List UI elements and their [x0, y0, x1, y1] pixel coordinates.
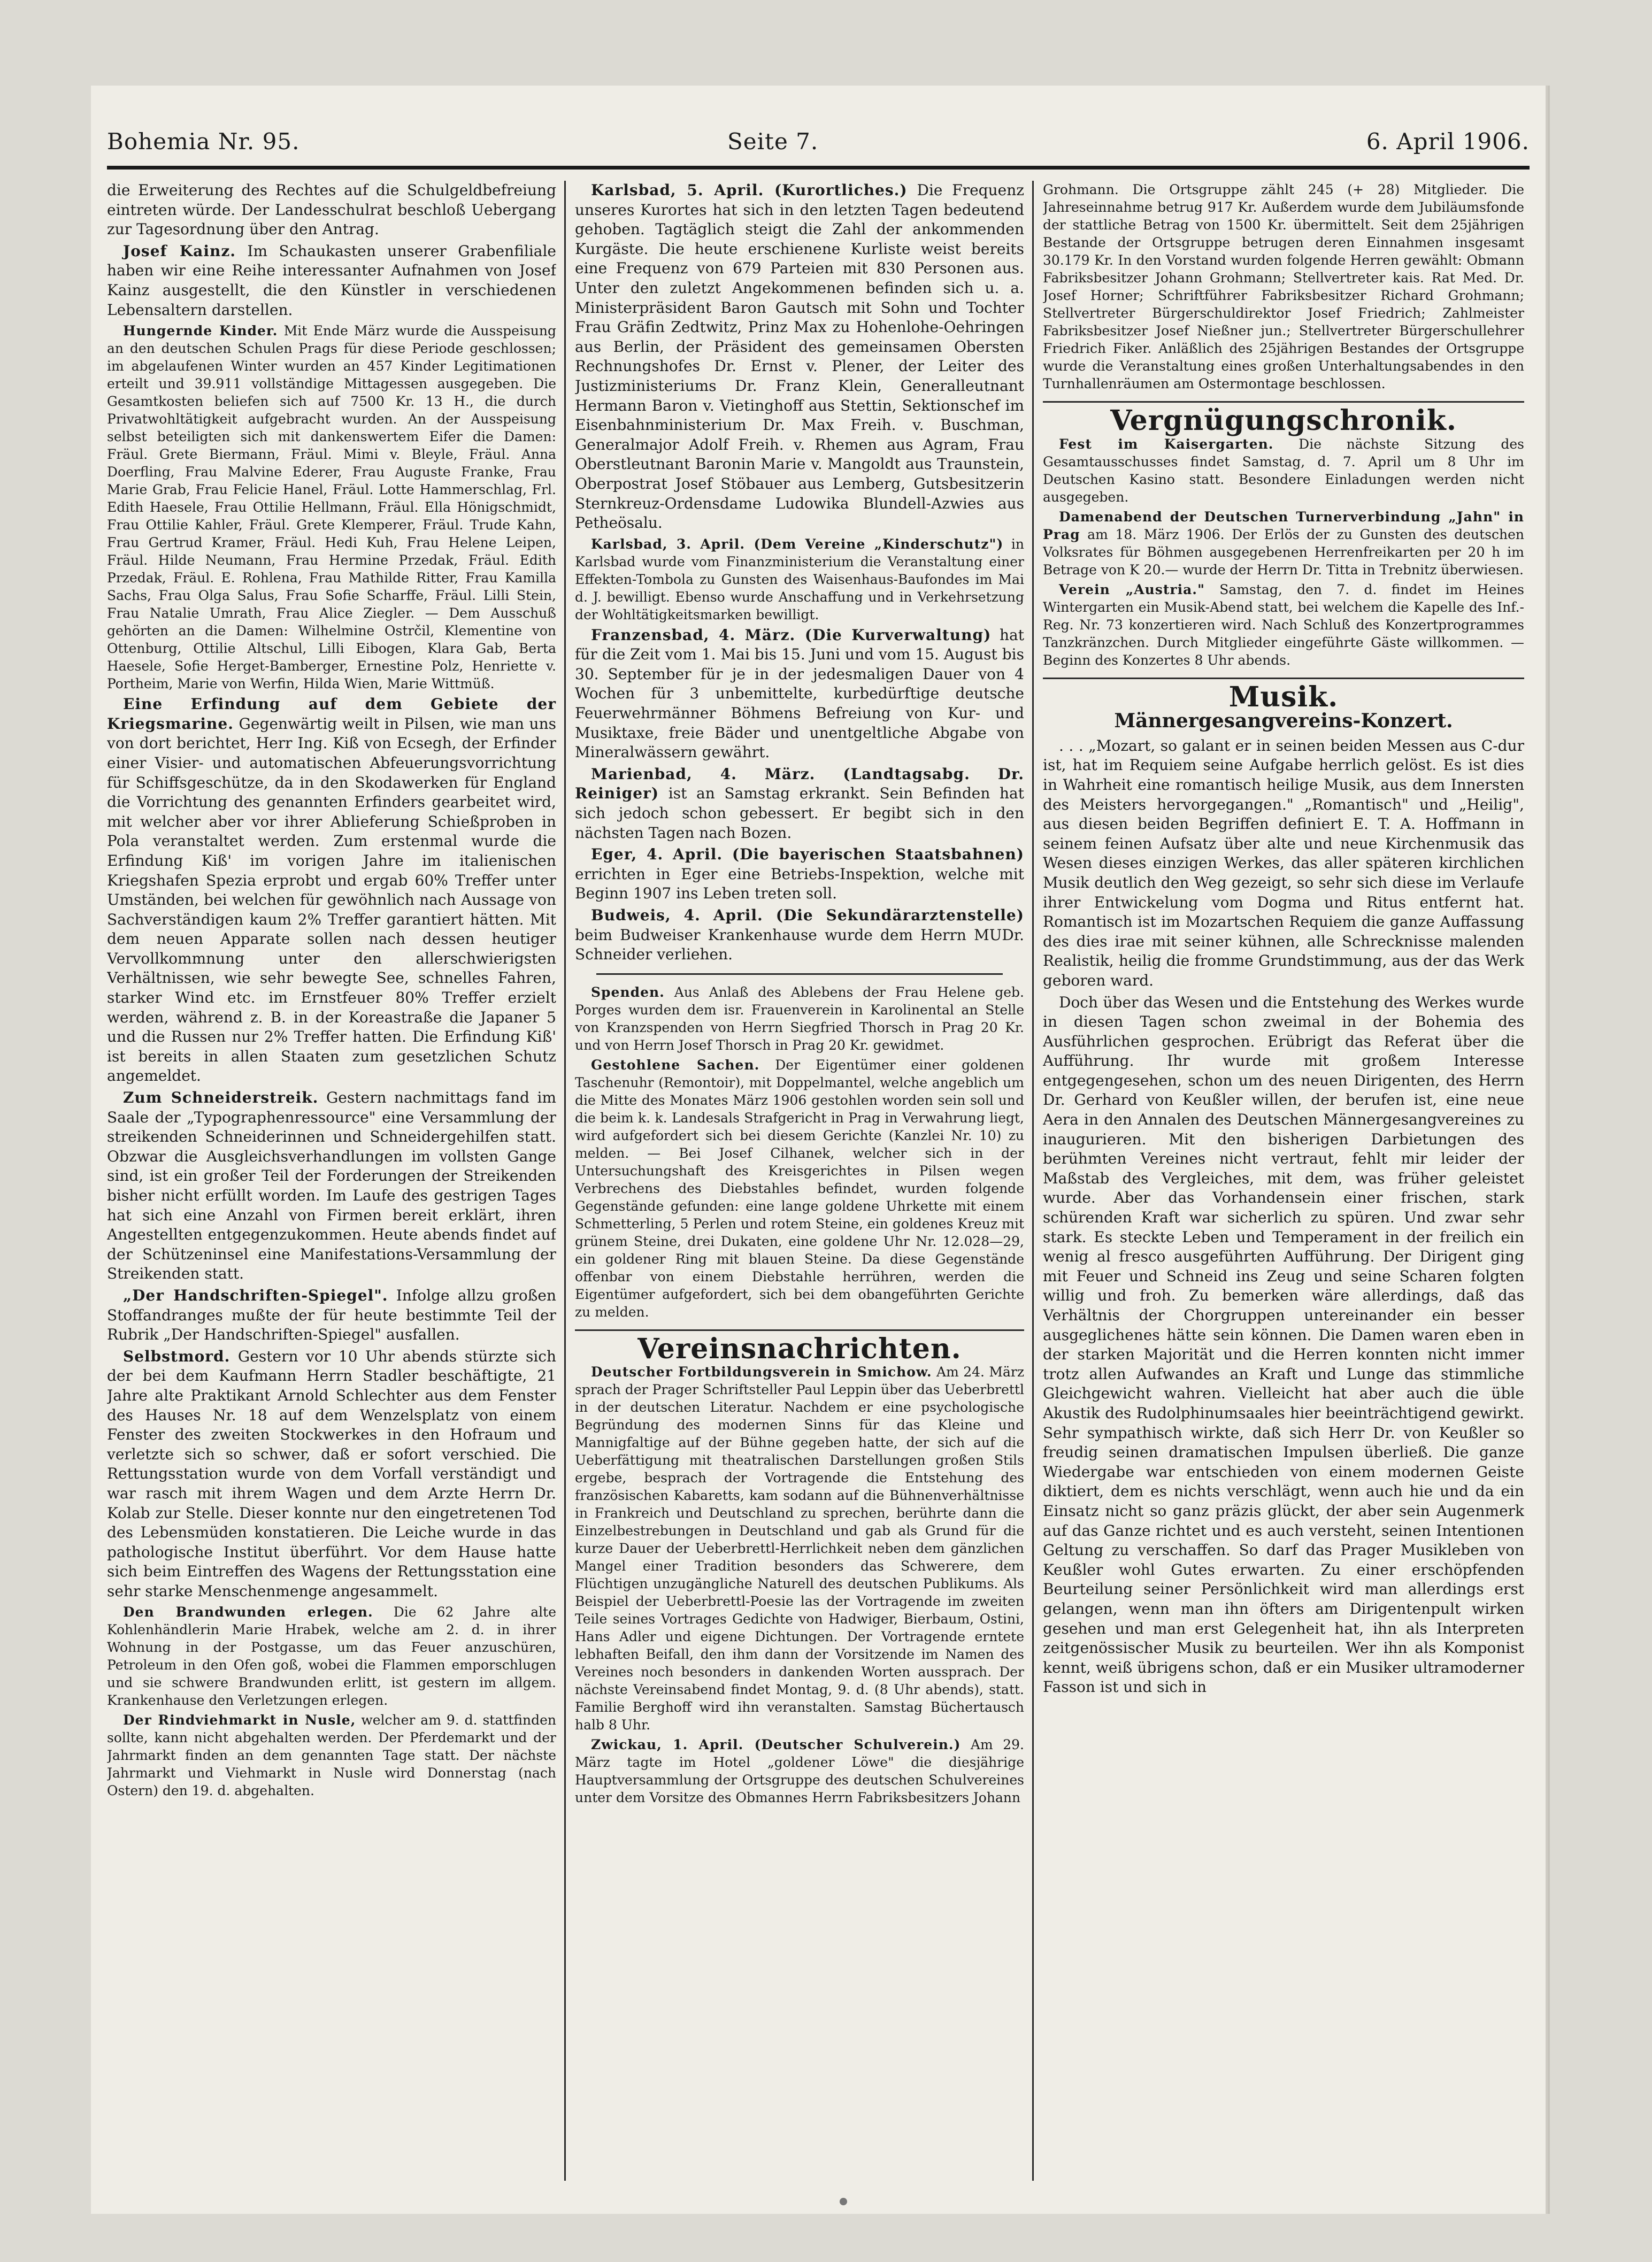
- article-body: Samstag, den 7. d. findet im Heines Wintergarten ein Musik-Abend statt, bei welchem die Kapelle des Inf.-Reg. Nr. 73 konzertieren wird. Nach Schluß des Konzertprogrammes Tanzkränzchen. Durch Mitglieder eingeführte Gäste willkommen. — Beginn des Konzertes 8 Uhr abends.: [1043, 581, 1524, 668]
- article-body: Der Eigentümer einer goldenen Taschenuhr (Remontoir), mit Doppelmantel, welche angeblich um die Mitte des Monates März 1906 gestohlen worden sein soll und die beim k. k. Landesals Strafgericht in Prag in Verwahrung liegt, wird aufgefordert sich bei diesem Gerichte (Kanzlei Nr. 10) zu melden. — Bei Josef Cilhanek, welcher sich in der Untersuchungshaft des Kreisgerichtes in Pilsen wegen Verbrechens des Diebstahles befindet, wurden folgende Gegenstände gefunden: eine lange goldene Uhrkette mit einem Schmetterling, 5 Perlen und rotem Steine, ein goldenes Kreuz mit grünem Steine, drei Dukaten, eine goldene Uhr Nr. 12.028—29, ein goldener Ring mit blauen Steine. Da diese Gegenstände offenbar von einem Diebstahle herrühren, werden die Eigentümer aufgefordert, sich bei dem obangeführten Gerichte zu melden.: [575, 1057, 1024, 1320]
- article-hungernde-kinder: [107, 322, 556, 693]
- article-heading: Fest im Kaisergarten.: [1059, 436, 1274, 452]
- column-2: [575, 181, 1024, 2191]
- article-selbstmord: [107, 1347, 556, 1602]
- article-body: errichten in Eger eine Betriebs-Inspektion, welche mit Beginn 1907 ins Leben treten soll.: [575, 865, 1024, 903]
- article-body: am 18. März 1906. Der Erlös der zu Gunsten des deutschen Volksrates für Böhmen ausgegebenen Herrenfreikarten per 20 h im Betrage von K 20.— wurde der Herrn Dr. Titta in Trebnitz überwiesen.: [1043, 526, 1524, 578]
- article-spenden: [575, 983, 1024, 1054]
- section-divider: [575, 1329, 1024, 1331]
- section-divider: [596, 973, 1003, 975]
- article-heading: Gestohlene Sachen.: [591, 1057, 760, 1073]
- masthead: [107, 128, 1530, 166]
- article-body: hat für die Zeit vom 1. Mai bis 15. Juni und vom 15. August bis 30. September für je in der jedesmaligen Dauer von 4 Wochen für 3 unbemittelte, kurbedürftige deutsche Feuerwehrmänner Böhmens Befreiung von Kur- und Musiktaxe, freie Bäder und unentgeltliche Abgabe von Mineralwässern gewährt.: [575, 626, 1024, 761]
- article-body: welcher am 9. d. stattfinden sollte, kann nicht abgehalten werden. Der Pferdemarkt und der Jahrmarkt finden an dem genannten Tage statt. Der nächste Jahrmarkt und Viehmarkt in Nusle wird Donnerstag (nach Ostern) den 19. d. abgehalten.: [107, 1712, 556, 1799]
- section-title-vergnuegungschronik: Vergnügungschronik.: [1110, 404, 1457, 437]
- article-konzert-body: Doch über das Wesen und die Entstehung des Werkes wurde in diesen Tagen schon zweimal in der Bohemia des Ausführlichen gesprochen. Erübrigt das Referat über die Aufführung. Ihr wurde mit großem Interesse entgegengesehen, schon um des neuen Dirigenten, des Herrn Dr. Gerhard von Keußler willen, der berufen ist, eine neue Aera in den Annalen des Deutschen Männergesangvereines zu inaugurieren. Mit den bisherigen Darbietungen des berühmten Vereines nicht vertraut, fehlt mir leider der Maßstab des Vergleiches, mit dem, was früher geleistet wurde. Aber das Vorhandensein einer frischen, stark schürenden Kraft war sicherlich zu spüren. Und zwar sehr stark. Es steckte Leben und Temperament in der freilich ein wenig al fresco ausgeführten Aufführung. Der Dirigent ging mit Feuer und Schneid ins Zeug und seine Scharen folgten willig und froh. Zu bemerken wäre allerdings, daß das Verhältnis der Chorgruppen untereinander ein besser ausgeglichenes hätte sein können. Die Damen waren eben in der starken Majorität und die Herren konnten nicht immer trotz allen Aufwandes an Kraft und Lunge das stimmliche Gleichgewicht wahren. Vielleicht hat aber auch die üble Akustik des Rudolphinumsaales hier beeinträchtigend gewirkt. Sehr sympathisch wirkte, daß sich Herr Dr. von Keußler so freudig seinen dramatischen Impulsen überließ. Die ganze Wiedergabe war entschieden von einem modernen Geiste diktiert, dem es nichts verschlägt, wenn auch hie und da ein Einsatz nicht so ganz präzis glückt, der aber sein Augenmerk auf das Ganze richtet und es auch versteht, seinen Intentionen Geltung zu verschaffen. So darf das Prager Musikleben von Keußler wohl Gutes erwarten. Zu einer erschöpfenden Beurteilung seiner Persönlichkeit wird man allerdings erst gelangen, wenn man ihn öfters am Dirigentenpult wirken gesehen und man erst Gelegenheit hat, ihn als Interpreten zeitgenössischer Musik zu beurteilen. Wer ihn als Komponist kennt, weiß übrigens schon, daß er ein Musiker ultramoderner Fasson ist und sich in: [1043, 993, 1524, 1696]
- section-title-vereinsnachrichten: Vereinsnachrichten.: [637, 1332, 962, 1365]
- article-body: beim Budweiser Krankenhause wurde dem Herrn MUDr. Schneider verliehen.: [575, 926, 1024, 964]
- column-3: [1043, 181, 1524, 2191]
- article-brandwunden: [107, 1603, 556, 1709]
- masthead-date: 6. April 1906.: [1366, 128, 1530, 155]
- column-divider: [564, 181, 566, 2181]
- article-heading: Zum Schneiderstreik.: [123, 1089, 319, 1107]
- article-franzensbad: [575, 626, 1024, 763]
- article-body: Infolge allzu großen Stoffandranges mußte der für heute bestimmte Teil der Rubrik „Der Handschriften-Spiegel" ausfallen.: [107, 1286, 556, 1344]
- section-divider: [1043, 678, 1524, 679]
- article-verein-austria: [1043, 581, 1524, 669]
- article-heading: Josef Kainz.: [123, 242, 236, 260]
- article-marienbad: [575, 765, 1024, 843]
- article-gestohlene-sachen: [575, 1056, 1024, 1321]
- section-divider: [1043, 401, 1524, 403]
- article-body: Gestern vor 10 Uhr abends stürzte sich der bei dem Kaufmann Herrn Stadler beschäftigte, 21 Jahre alte Praktikant Arnold Schlechter aus dem Fenster des Hauses Nr. 18 auf dem Wenzelsplatz von einem Fenster des zweiten Stockwerkes in den Hofraum und verletzte sich so schwer, daß er sofort verschied. Die Rettungsstation wurde von dem Vorfall verständigt und war rasch mit ihrem Wagen und dem Arzte Herrn Dr. Kolab zur Stelle. Dieser konnte nur den eingetretenen Tod des Lebensmüden konstatieren. Die Leiche wurde in das pathologische Institut überführt. Vor dem Hause hatte sich beim Eintreffen des Wagens der Rettungsstation eine sehr starke Menschenmenge angesammelt.: [107, 1347, 556, 1600]
- article-heading: Eger, 4. April. (Die bayerischen Staatsbahnen): [591, 845, 1024, 864]
- article-heading: Karlsbad, 3. April. (Dem Vereine „Kinderschutz"): [591, 536, 1004, 552]
- article-heading: Marienbad, 4. März. (Landtagsabg. Dr. Reiniger): [575, 765, 1024, 803]
- article-text: die Erweiterung des Rechtes auf die Schulgeldbefreiung eintreten würde. Der Landesschulrat beschloß Uebergang zur Tagesordnung über den Antrag.: [107, 181, 556, 238]
- article-title-konzert: Männergesangvereins-Konzert.: [1114, 710, 1453, 733]
- article-heading: Deutscher Fortbildungsverein in Smichow.: [591, 1364, 932, 1380]
- article-kriegsmarine: [107, 695, 556, 1086]
- article-damenabend: [1043, 508, 1524, 579]
- article-heading: Spenden.: [591, 984, 665, 1000]
- column-divider: [1032, 181, 1034, 2181]
- article-eger: [575, 845, 1024, 904]
- page-blemish: [840, 2198, 847, 2205]
- newspaper-page: [91, 86, 1546, 2214]
- article-body: Im Schaukasten unserer Grabenfiliale haben wir eine Reihe interessanter Aufnahmen von Josef Kainz ausgestellt, die den Künstler in verschiedenen Lebensaltern darstellen.: [107, 242, 556, 319]
- article-heading: Den Brandwunden erlegen.: [123, 1604, 373, 1620]
- article-body: Gestern nachmittags fand im Saale der „Typographenressource" eine Versammlung der streikenden Schneiderinnen und Schneidergehilfen statt. Obzwar die Ausgleichsverhandlungen im vollsten Gange sind, ist ein großer Teil der Forderungen der Streikenden bisher nicht erfüllt worden. Im Laufe des gestrigen Tages hat sich eine Anzahl von Firmen bereit erklärt, ihren Angestellten entgegenzukommen. Heute abends findet auf der Schützeninsel eine Manifestations-Versammlung der Streikenden statt.: [107, 1089, 556, 1283]
- article-kainz: [107, 242, 556, 320]
- masthead-issue: Bohemia Nr. 95.: [107, 128, 300, 155]
- article-body: Am 24. März sprach der Prager Schriftsteller Paul Leppin über das Ueberbrettl in der deutschen Literatur. Nachdem er eine psychologische Begründung des modernen Sinns für das Kleine und Mannigfaltige auf der Bühne gegeben hatte, der sich auf die Ueberfättigung mit theatralischen Darstellungen großen Stils ergebe, besprach der Vortragende die Entstehung des französischen Kabaretts, kam sodann auf die Bühnenverhältnisse in Frankreich und Deutschland zu sprechen, berührte dann die Einzelbestrebungen in Deutschland und gab als Grund für die kurze Dauer der Ueberbrettl-Herrlichkeit neben dem gänzlichen Mangel einer Tradition besonders das Schwerere, dem Flüchtigen unzugängliche Naturell des deutschen Publikums. Als Beispiel der Ueberbrettl-Poesie las der Vortragende im zweiten Teile seines Vortrages Gedichte von Hadwiger, Bierbaum, Ostini, Hans Adler und eigene Dichtungen. Der Vortragende erntete lebhaften Beifall, den ihm dann der Vorsitzende im Namen des Vereines noch besonders in dankenden Worten aussprach. Der nächste Vereinsabend findet Montag, 9. d. (8 Uhr abends), statt. Familie Berghoff wird ihn veranstalten. Samstag Büchertausch halb 8 Uhr.: [575, 1364, 1024, 1733]
- article-karlsbad-kur: [575, 181, 1024, 533]
- article-heading: Der Rindviehmarkt in Nusle,: [123, 1712, 356, 1728]
- article-rindviehmarkt: [107, 1711, 556, 1799]
- masthead-rule: [107, 166, 1530, 170]
- article-heading: Eine Erfindung auf dem Gebiete der Kriegsmarine.: [107, 695, 556, 733]
- article-kaisergarten: [1043, 435, 1524, 506]
- article-body: Gegenwärtig weilt in Pilsen, wie man uns von dort berichtet, Herr Ing. Kiß von Ecsegh, der Erfinder einer Visier- und automatischen Abfeuerungsvorrichtung für Schiffsgeschütze, da in den Skodawerken für England die Vorrichtung des genannten Erfinders gearbeitet wird, mit welcher aber vor ihrer Ablieferung Schießproben in Pola veranstaltet werden. Zum erstenmal wurde die Erfindung Kiß' im vorigen Jahre im italienischen Kriegshafen Spezia erprobt und ergab 60% Treffer unter Umständen, bei welchen für gewöhnlich nach Aussage von Sachverständigen kaum 2% Treffer garantiert hätten. Mit dem neuen Apparate sollen nach dessen heutiger Vervollkommnung unter den allerschwierigsten Verhältnissen, wie sehr bewegte See, schnelles Fahren, starker Wind etc. im Ernstfeuer 80% Treffer erzielt werden, während z. B. in der Koreastraße die Japaner 5 und die Russen nur 2% Treffer hatten. Die Erfindung Kiß' ist bereits in allen Staaten zum gesetzlichen Schutz angemeldet.: [107, 714, 556, 1085]
- article-zwickau: [575, 1736, 1024, 1806]
- article-budweis: [575, 906, 1024, 965]
- article-body: Mit Ende März wurde die Ausspeisung an den deutschen Schulen Prags für diese Periode geschlossen; im abgelaufenen Winter wurden an 457 Kinder Legitimationen erteilt und 39.911 vollständige Mittagessen ausgegeben. Die Gesamtkosten beliefen sich auf 7500 Kr. 13 H., die durch Privatwohltätigkeit aufgebracht wurden. An der Ausspeisung selbst beteiligten sich mit dankenswertem Eifer die Damen: Fräul. Grete Biermann, Fräul. Mimi v. Bleyle, Fräul. Anna Doerfling, Frau Malvine Ederer, Frau Auguste Franke, Frau Marie Grab, Frau Felicie Hanel, Fräul. Lotte Hammerschlag, Frl. Edith Haesele, Frau Ottilie Hellmann, Fräul. Ella Hönigschmidt, Frau Ottilie Kahler, Fräul. Grete Klemperer, Fräul. Trude Kahn, Frau Gertrud Kramer, Fräul. Hedi Kuh, Frau Helene Leipen, Fräul. Hilde Neumann, Frau Hermine Przedak, Fräul. Edith Przedak, Fräul. E. Rohlena, Frau Mathilde Ritter, Frau Kamilla Sachs, Frau Olga Salus, Frau Sofie Scharffe, Fräul. Lilli Stein, Frau Natalie Umrath, Frau Alice Ziegler. — Dem Ausschuß gehörten an die Damen: Wilhelmine Ostrčil, Klementine von Ottenburg, Ottilie Altschul, Lilli Eibogen, Klara Gab, Berta Haesele, Sofie Herget-Bamberger, Ernestine Polz, Henriette v. Portheim, Marie von Werfin, Hilda Wien, Marie Wittmüß.: [107, 323, 556, 692]
- article-heading: Damenabend der Deutschen Turnerverbindung „Jahn" in Prag: [1043, 509, 1524, 542]
- article-handschriften: [107, 1286, 556, 1345]
- column-1: [107, 181, 556, 2191]
- article-body: Die nächste Sitzung des Gesamtausschusses findet Samstag, d. 7. April um 8 Uhr im Deutschen Kasino statt. Besondere Einladungen werden nicht ausgegeben.: [1043, 436, 1524, 505]
- article-body: Die 62 Jahre alte Kohlenhändlerin Marie Hrabek, welche am 2. d. in ihrer Wohnung in der Postgasse, um das Feuer anzuschüren, Petroleum in den Ofen goß, wobei die Flammen emporschlugen und sie schwere Brandwunden erlitt, ist gestern im allgem. Krankenhause den Verletzungen erlegen.: [107, 1604, 556, 1709]
- article-heading: Verein „Austria.": [1059, 581, 1205, 597]
- section-title-musik: Musik.: [1228, 680, 1339, 713]
- article-heading: Franzensbad, 4. März. (Die Kurverwaltung): [591, 626, 992, 644]
- article-body: Die Frequenz unseres Kurortes hat sich in den letzten Tagen bedeutend gehoben. Tagtäglich steigt die Zahl der ankommenden Kurgäste. Die heute erschienene Kurliste weist bereits eine Frequenz von 679 Parteien mit 830 Personen aus. Unter den zuletzt Angekommenen befinden sich u. a. Ministerpräsident Baron Gautsch mit Sohn und Tochter Frau Gräfin Zedtwitz, Prinz Max zu Hohenlohe-Oehringen aus Berlin, der Präsident des gemeinsamen Obersten Rechnungshofes Dr. Ernst v. Plener, der Leiter des Justizministeriums Dr. Franz Klein, Generalleutnant Hermann Baron v. Vietinghoff aus Stettin, Sektionschef im Eisenbahnministerium Dr. Max Freih. v. Buschman, Generalmajor Adolf Freih. v. Rhemen aus Agram, Frau Oberstleutnant Baronin Marie v. Mangoldt aus Traunstein, Oberpostrat Josef Stöbauer aus Lemberg, Gutsbesitzerin Sternkreuz-Ordensdame Ludowika Blundell-Azwies aus Petheösalu.: [575, 181, 1024, 532]
- article-body: Am 29. März tagte im Hotel „goldener Löwe" die diesjährige Hauptversammlung der Ortsgruppe des deutschen Schulvereines unter dem Vorsitze des Obmannes Herrn Fabriksbesitzers Johann: [575, 1737, 1024, 1806]
- article-heading: Karlsbad, 5. April. (Kurortliches.): [591, 181, 908, 199]
- article-heading: Zwickau, 1. April. (Deutscher Schulverein.): [591, 1737, 961, 1753]
- masthead-page-number: Seite 7.: [727, 128, 819, 155]
- article-schneiderstreik: [107, 1088, 556, 1284]
- article-heading: Selbstmord.: [123, 1347, 230, 1365]
- article-heading: Hungernde Kinder.: [123, 323, 278, 339]
- article-body: in Karlsbad wurde vom Finanzministerium die Veranstaltung einer Effekten-Tombola zu Gunsten des Waisenhaus-Baufondes im Mai d. J. bewilligt. Ebenso wurde Anschaffung und in Verkehrsetzung der Wohltätigkeitsmarken bewilligt.: [575, 536, 1024, 622]
- article-heading: Budweis, 4. April. (Die Sekundärarztenstelle): [591, 906, 1024, 924]
- article-body: ist an Samstag erkrankt. Sein Befinden hat sich jedoch schon gebessert. Er begibt sich in den nächsten Tagen nach Bozen.: [575, 784, 1024, 842]
- article-heading: „Der Handschriften-Spiegel".: [123, 1286, 388, 1304]
- article-body: Aus Anlaß des Ablebens der Frau Helene geb. Porges wurden dem isr. Frauenverein in Karolinental an Stelle von Kranzspenden von Herrn Siegfried Thorsch in Prag 20 Kr. und von Herrn Josef Thorsch in Prag 20 Kr. gewidmet.: [575, 984, 1024, 1053]
- article-karlsbad-kinderschutz: [575, 535, 1024, 624]
- article-zwickau-continued: Grohmann. Die Ortsgruppe zählt 245 (+ 28) Mitglieder. Die Jahreseinnahme betrug 917 Kr. Außerdem wurde dem Jubiläumsfonde der stattliche Betrag von 1500 Kr. übermittelt. Seit dem 25jährigen Bestande der Ortsgruppe betrugen deren Einnahmen insgesamt 30.179 Kr. In den Vorstand wurden folgende Herren gewählt: Obmann Fabriksbesitzer Johann Grohmann; Stellvertreter kais. Rat Med. Dr. Josef Horner; Schriftführer Fabriksbesitzer Richard Grohmann; Stellvertreter Bürgerschuldirektor Josef Friedrich; Zahlmeister Fabriksbesitzer Josef Nießner jun.; Stellvertreter Bürgerschullehrer Friedrich Fiker. Anläßlich des 25jährigen Bestandes der Ortsgruppe wurde die Veranstaltung eines großen Unterhaltungsabendes in den Turnhallenräumen am Ostermontage beschlossen.: [1043, 182, 1524, 391]
- article-konzert-intro: . . . „Mozart, so galant er in seinen beiden Messen aus C-dur ist, hat im Requiem seine Aufgabe herrlich gelöst. Es ist dies in Wahrheit eine romantisch heilige Musik, aus dem Innersten des Meisters hervorgegangen." „Romantisch" und „Heilig", aus diesen beiden Begriffen definiert E. T. A. Hoffmann in seinem feinen Aufsatz über alte und neue Kirchenmusik das Wesen dieses einzigen Werkes, das aller späteren kirchlichen Musik deutlich den Weg gezeigt, so sehr sich diese im Verlaufe ihrer Entwickelung vom Dogma und Ritus entfernt hat. Romantisch ist im Mozartschen Requiem die ganze Auffassung des dies irae mit seiner kühnen, alle Schrecknisse malenden Realistik, heilig die fromme Grundstimmung, aus der das Werk geboren ward.: [1043, 736, 1524, 989]
- article-fortbildungsverein: [575, 1363, 1024, 1734]
